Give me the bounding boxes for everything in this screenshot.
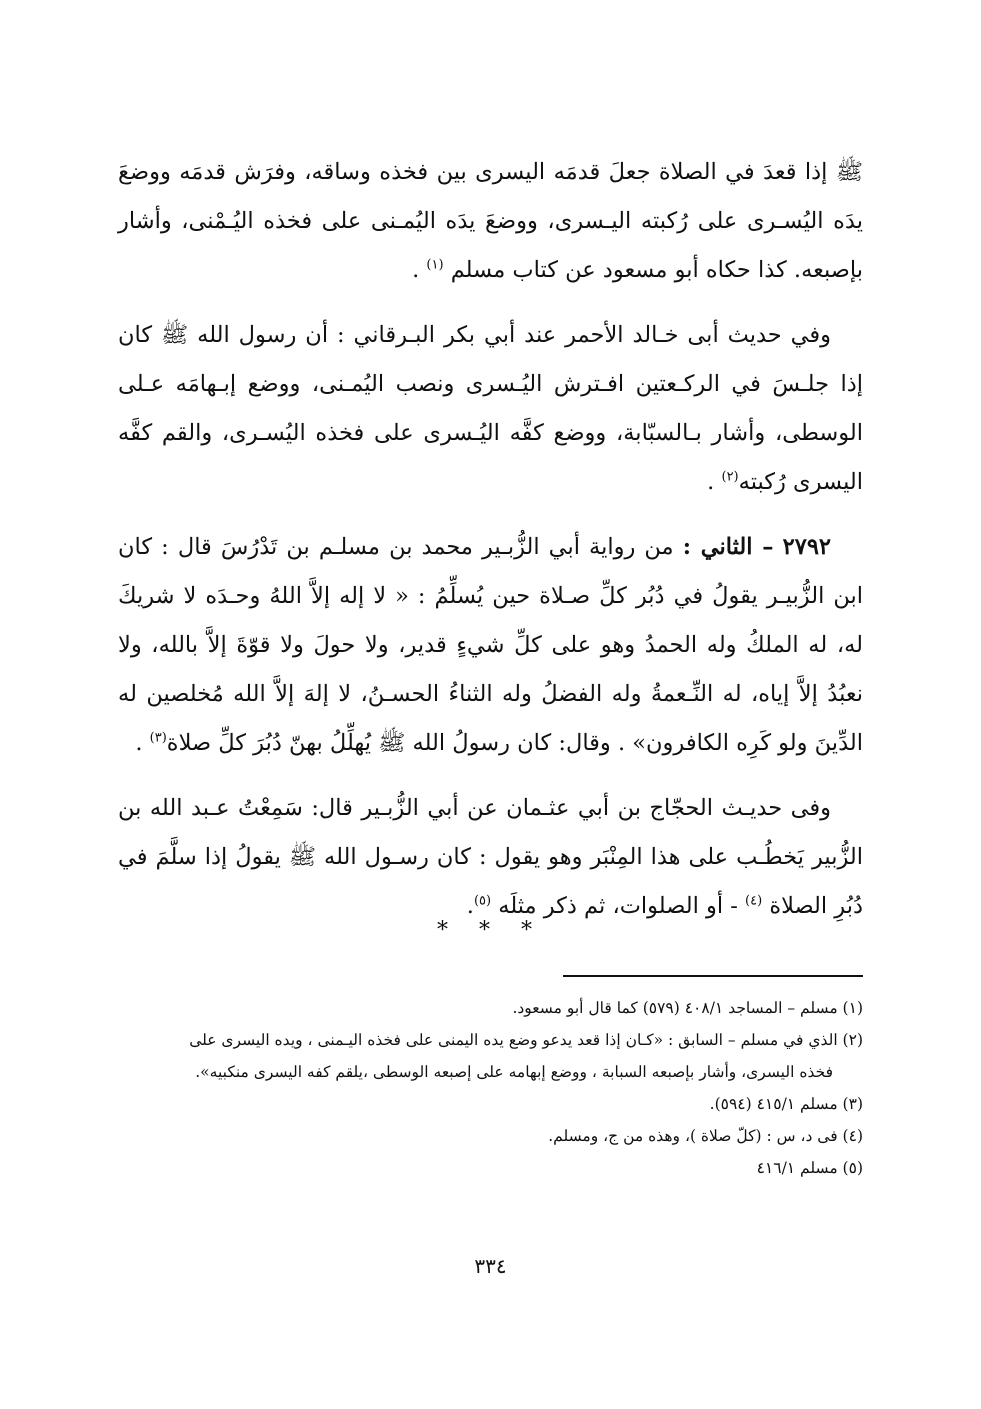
paragraph-4-text: وفى حديـث الحجّاج بن أبي عثـمان عن أبي الزُّبـير قال: سَمِعْتُ عـبد الله بن الزُّبير يَخطُـب على هذا المِنْبَر وهو يقول : كان رسـول الله ﷺ يقولُ إذا سلَّمَ في دُبُرِ الصلاة [118,795,863,919]
footnote-ref-1[interactable]: (١) [426,257,444,273]
footnote-ref-2[interactable]: (٢) [721,469,739,485]
footnote-ref-4[interactable]: (٤) [745,893,763,909]
paragraph-3-text: من رواية أبي الزُّبـير محمد بن مسلـم بن تَدْرُسَ قال : كان ابن الزُّبيـر يقولُ في دُبُر كلِّ صـلاة حين يُسلِّمُ : « لا إله إلاَّ اللهُ وحـدَه لا شريكَ له، له الملكُ وله الحمدُ وهو على كلِّ شيءٍ قدير، ولا حولَ ولا قوّةَ إلاَّ بالله، ولا نعبُدُ إلاَّ إياه، له النِّـعمةُ وله الفضلُ وله الثناءُ الحسـنُ، لا إلهَ إلاَّ الله مُخلصين له الدِّينَ ولو كَرِه الكافرون» . وقال: كان رسولُ الله ﷺ يُهلِّلُ بهنّ دُبُرَ كلِّ صلاة [118,534,863,756]
page-number: ٣٣٤ [474,1254,507,1278]
footnotes [118,992,863,1184]
footnote-1: (١) مسلم – المساجد ٤٠٨/١ (٥٧٩) كما قال أبو مسعود. [512,999,863,1017]
footnote-divider [563,975,863,977]
period: . [135,730,143,756]
hadith-number: ٢٧٩٢ [782,534,831,560]
hadith-label: – الثاني : [682,534,774,560]
section-separator: * * * [437,918,544,943]
paragraph-4 [118,784,863,931]
main-text [118,148,863,947]
period: . [412,257,420,283]
footnote-ref-5[interactable]: (٥) [473,893,492,909]
paragraph-4-tail: - أو الصلوات، ثم ذكر مثلَه [498,893,738,919]
footnote-2: (٢) الذي في مسلم – السابق : «كـان إذا قعد يدعو وضع يده اليمنى على فخذه اليـمنى ، ويده اليسرى على [189,1031,863,1049]
paragraph-1 [118,148,863,295]
period: . [466,893,474,919]
paragraph-2-text: وفي حديث أبى خـالد الأحمر عند أبي بكر البـرقاني : أن رسول الله ﷺ كان إذا جلـسَ في الركـعتين افـترش اليُـسرى ونصب اليُمـنى، ووضع إبـهامَه عـلى الوسطى، وأشار بـالسبّابة، ووضع كفَّه اليُـسرى على فخذه اليُسـرى، والقم كفَّه اليسرى رُكبته [118,322,863,495]
footnote-4: (٤) فى د، س : (كلّ صلاة )، وهذه من ج، ومسلم. [548,1127,863,1145]
paragraph-1-text: ﷺ إذا قعدَ في الصلاة جعلَ قدمَه اليسرى بين فخذه وساقه، وفرَش قدمَه ووضعَ يدَه اليُسـرى على رُكبته اليـسرى، ووضعَ يدَه اليُمـنى على فخذه اليُـمْنى، وأشار بإصبعه. كذا حكاه أبو مسعود عن كتاب مسلم [118,159,863,283]
paragraph-3 [118,523,863,768]
footnote-3: (٣) مسلم ٤١٥/١ (٥٩٤). [709,1095,863,1113]
period: . [707,469,715,495]
paragraph-2 [118,311,863,507]
footnote-ref-3[interactable]: (٣) [149,730,167,746]
footnote-5: (٥) مسلم ٤١٦/١ [756,1159,863,1177]
footnote-2-continued: فخذه اليسرى، وأشار بإصبعه السبابة ، ووضع إبهامه على إصبعه الوسطى ،يلقم كفه اليسرى منكبيه». [195,1063,833,1081]
